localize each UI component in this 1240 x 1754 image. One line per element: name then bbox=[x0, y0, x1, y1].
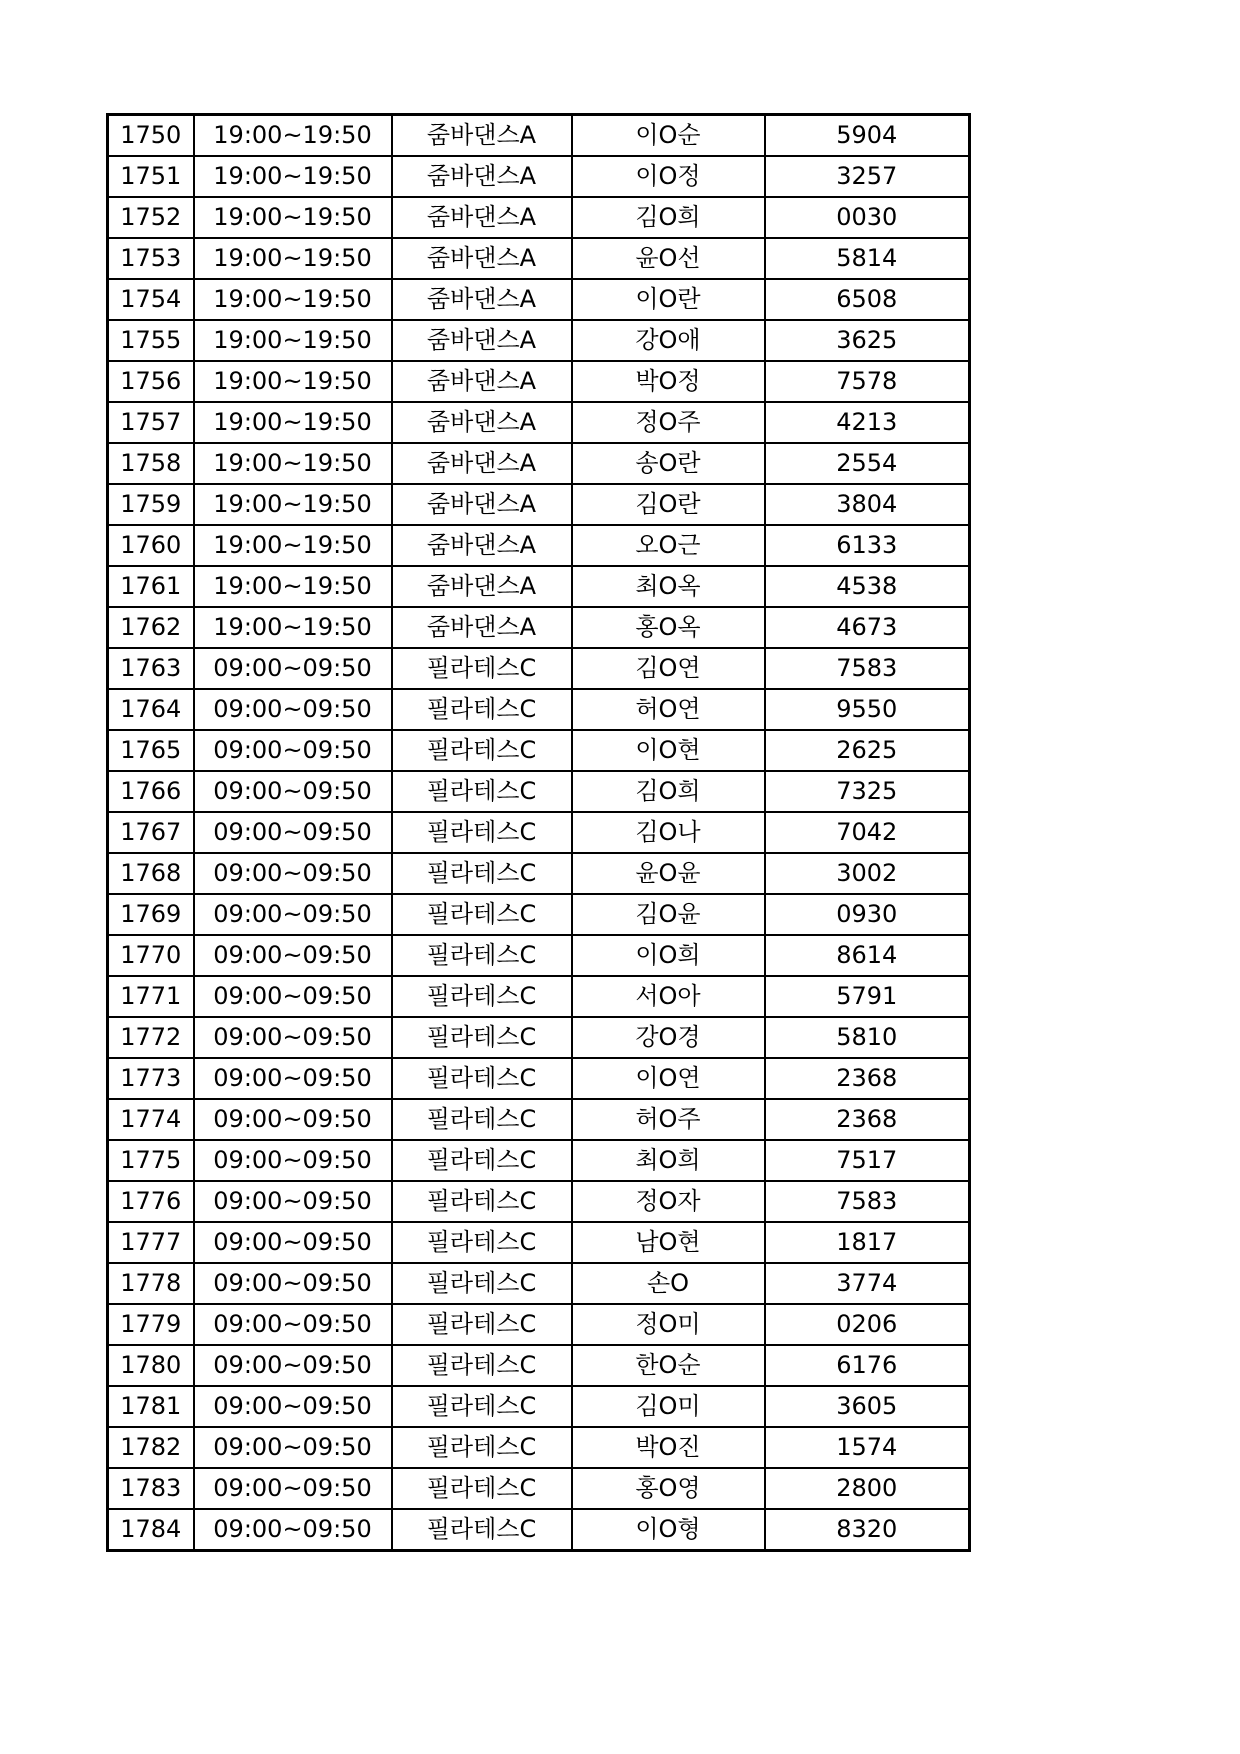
table-row bbox=[108, 1222, 970, 1263]
row-number-cell: 1761 bbox=[108, 566, 194, 607]
time-slot-cell: 09:00~09:50 bbox=[194, 1017, 392, 1058]
member-name-cell: 한O순 bbox=[572, 1345, 765, 1386]
class-name-cell: 줌바댄스A bbox=[392, 156, 572, 197]
row-number-cell: 1753 bbox=[108, 238, 194, 279]
class-name-cell: 필라테스C bbox=[392, 1509, 572, 1551]
class-name-cell: 필라테스C bbox=[392, 1386, 572, 1427]
member-name-cell: 정O자 bbox=[572, 1181, 765, 1222]
phone-digits-cell: 3625 bbox=[765, 320, 970, 361]
phone-digits-cell: 0930 bbox=[765, 894, 970, 935]
member-name-cell: 남O현 bbox=[572, 1222, 765, 1263]
class-name-cell: 줌바댄스A bbox=[392, 566, 572, 607]
table-row bbox=[108, 1509, 970, 1551]
phone-digits-cell: 4213 bbox=[765, 402, 970, 443]
member-name-cell: 정O미 bbox=[572, 1304, 765, 1345]
row-number-cell: 1768 bbox=[108, 853, 194, 894]
phone-digits-cell: 4538 bbox=[765, 566, 970, 607]
class-name-cell: 줌바댄스A bbox=[392, 238, 572, 279]
time-slot-cell: 19:00~19:50 bbox=[194, 443, 392, 484]
table-row bbox=[108, 894, 970, 935]
member-name-cell: 이O정 bbox=[572, 156, 765, 197]
member-name-cell: 김O희 bbox=[572, 197, 765, 238]
phone-digits-cell: 3257 bbox=[765, 156, 970, 197]
row-number-cell: 1764 bbox=[108, 689, 194, 730]
class-name-cell: 필라테스C bbox=[392, 1468, 572, 1509]
phone-digits-cell: 3804 bbox=[765, 484, 970, 525]
phone-digits-cell: 5814 bbox=[765, 238, 970, 279]
time-slot-cell: 19:00~19:50 bbox=[194, 566, 392, 607]
table-row bbox=[108, 607, 970, 648]
row-number-cell: 1769 bbox=[108, 894, 194, 935]
phone-digits-cell: 5810 bbox=[765, 1017, 970, 1058]
phone-digits-cell: 7517 bbox=[765, 1140, 970, 1181]
member-name-cell: 홍O옥 bbox=[572, 607, 765, 648]
phone-digits-cell: 7583 bbox=[765, 648, 970, 689]
phone-digits-cell: 9550 bbox=[765, 689, 970, 730]
class-name-cell: 필라테스C bbox=[392, 853, 572, 894]
member-name-cell: 이O희 bbox=[572, 935, 765, 976]
table-row bbox=[108, 1058, 970, 1099]
member-name-cell: 김O미 bbox=[572, 1386, 765, 1427]
time-slot-cell: 19:00~19:50 bbox=[194, 361, 392, 402]
phone-digits-cell: 3605 bbox=[765, 1386, 970, 1427]
time-slot-cell: 19:00~19:50 bbox=[194, 115, 392, 157]
phone-digits-cell: 5904 bbox=[765, 115, 970, 157]
class-name-cell: 필라테스C bbox=[392, 1427, 572, 1468]
table-row bbox=[108, 1017, 970, 1058]
member-name-cell: 김O나 bbox=[572, 812, 765, 853]
class-name-cell: 필라테스C bbox=[392, 689, 572, 730]
time-slot-cell: 09:00~09:50 bbox=[194, 1304, 392, 1345]
time-slot-cell: 09:00~09:50 bbox=[194, 648, 392, 689]
member-name-cell: 박O진 bbox=[572, 1427, 765, 1468]
class-name-cell: 필라테스C bbox=[392, 1222, 572, 1263]
time-slot-cell: 09:00~09:50 bbox=[194, 935, 392, 976]
row-number-cell: 1756 bbox=[108, 361, 194, 402]
table-row bbox=[108, 320, 970, 361]
member-name-cell: 이O연 bbox=[572, 1058, 765, 1099]
time-slot-cell: 09:00~09:50 bbox=[194, 1263, 392, 1304]
class-name-cell: 필라테스C bbox=[392, 1058, 572, 1099]
time-slot-cell: 09:00~09:50 bbox=[194, 689, 392, 730]
row-number-cell: 1760 bbox=[108, 525, 194, 566]
time-slot-cell: 19:00~19:50 bbox=[194, 525, 392, 566]
phone-digits-cell: 4673 bbox=[765, 607, 970, 648]
row-number-cell: 1758 bbox=[108, 443, 194, 484]
row-number-cell: 1770 bbox=[108, 935, 194, 976]
table-body bbox=[108, 115, 970, 1551]
table-row bbox=[108, 115, 970, 157]
time-slot-cell: 19:00~19:50 bbox=[194, 156, 392, 197]
member-name-cell: 서O아 bbox=[572, 976, 765, 1017]
table-row bbox=[108, 1099, 970, 1140]
class-name-cell: 필라테스C bbox=[392, 1345, 572, 1386]
class-name-cell: 필라테스C bbox=[392, 730, 572, 771]
time-slot-cell: 09:00~09:50 bbox=[194, 771, 392, 812]
member-name-cell: 김O연 bbox=[572, 648, 765, 689]
member-name-cell: 이O형 bbox=[572, 1509, 765, 1551]
phone-digits-cell: 7578 bbox=[765, 361, 970, 402]
table-row bbox=[108, 443, 970, 484]
row-number-cell: 1781 bbox=[108, 1386, 194, 1427]
row-number-cell: 1779 bbox=[108, 1304, 194, 1345]
table-row bbox=[108, 525, 970, 566]
phone-digits-cell: 2554 bbox=[765, 443, 970, 484]
table-row bbox=[108, 1263, 970, 1304]
class-name-cell: 필라테스C bbox=[392, 935, 572, 976]
table-row bbox=[108, 279, 970, 320]
row-number-cell: 1759 bbox=[108, 484, 194, 525]
phone-digits-cell: 3774 bbox=[765, 1263, 970, 1304]
phone-digits-cell: 2625 bbox=[765, 730, 970, 771]
row-number-cell: 1783 bbox=[108, 1468, 194, 1509]
table-row bbox=[108, 156, 970, 197]
time-slot-cell: 09:00~09:50 bbox=[194, 1181, 392, 1222]
row-number-cell: 1780 bbox=[108, 1345, 194, 1386]
table-row bbox=[108, 771, 970, 812]
member-name-cell: 허O연 bbox=[572, 689, 765, 730]
member-name-cell: 박O정 bbox=[572, 361, 765, 402]
class-name-cell: 필라테스C bbox=[392, 1304, 572, 1345]
class-name-cell: 필라테스C bbox=[392, 1099, 572, 1140]
time-slot-cell: 09:00~09:50 bbox=[194, 730, 392, 771]
time-slot-cell: 09:00~09:50 bbox=[194, 1468, 392, 1509]
phone-digits-cell: 5791 bbox=[765, 976, 970, 1017]
member-name-cell: 김O윤 bbox=[572, 894, 765, 935]
phone-digits-cell: 0030 bbox=[765, 197, 970, 238]
registration-table bbox=[106, 113, 971, 1552]
class-name-cell: 줌바댄스A bbox=[392, 115, 572, 157]
row-number-cell: 1755 bbox=[108, 320, 194, 361]
row-number-cell: 1782 bbox=[108, 1427, 194, 1468]
table-row bbox=[108, 566, 970, 607]
class-name-cell: 줌바댄스A bbox=[392, 525, 572, 566]
time-slot-cell: 09:00~09:50 bbox=[194, 1386, 392, 1427]
member-name-cell: 강O애 bbox=[572, 320, 765, 361]
table-row bbox=[108, 197, 970, 238]
member-name-cell: 오O근 bbox=[572, 525, 765, 566]
member-name-cell: 김O희 bbox=[572, 771, 765, 812]
table-row bbox=[108, 238, 970, 279]
class-name-cell: 필라테스C bbox=[392, 1263, 572, 1304]
member-name-cell: 이O란 bbox=[572, 279, 765, 320]
phone-digits-cell: 6508 bbox=[765, 279, 970, 320]
time-slot-cell: 19:00~19:50 bbox=[194, 238, 392, 279]
phone-digits-cell: 8614 bbox=[765, 935, 970, 976]
class-name-cell: 필라테스C bbox=[392, 1181, 572, 1222]
row-number-cell: 1757 bbox=[108, 402, 194, 443]
class-name-cell: 줌바댄스A bbox=[392, 484, 572, 525]
member-name-cell: 이O순 bbox=[572, 115, 765, 157]
row-number-cell: 1752 bbox=[108, 197, 194, 238]
row-number-cell: 1777 bbox=[108, 1222, 194, 1263]
time-slot-cell: 09:00~09:50 bbox=[194, 1345, 392, 1386]
class-name-cell: 필라테스C bbox=[392, 812, 572, 853]
class-name-cell: 줌바댄스A bbox=[392, 402, 572, 443]
time-slot-cell: 19:00~19:50 bbox=[194, 484, 392, 525]
class-name-cell: 필라테스C bbox=[392, 648, 572, 689]
time-slot-cell: 09:00~09:50 bbox=[194, 1099, 392, 1140]
table-row bbox=[108, 730, 970, 771]
row-number-cell: 1776 bbox=[108, 1181, 194, 1222]
time-slot-cell: 09:00~09:50 bbox=[194, 1222, 392, 1263]
table-row bbox=[108, 484, 970, 525]
phone-digits-cell: 7042 bbox=[765, 812, 970, 853]
class-name-cell: 필라테스C bbox=[392, 1140, 572, 1181]
time-slot-cell: 09:00~09:50 bbox=[194, 894, 392, 935]
phone-digits-cell: 8320 bbox=[765, 1509, 970, 1551]
table-row bbox=[108, 935, 970, 976]
phone-digits-cell: 6176 bbox=[765, 1345, 970, 1386]
class-name-cell: 줌바댄스A bbox=[392, 197, 572, 238]
class-name-cell: 필라테스C bbox=[392, 1017, 572, 1058]
class-name-cell: 필라테스C bbox=[392, 894, 572, 935]
row-number-cell: 1772 bbox=[108, 1017, 194, 1058]
time-slot-cell: 19:00~19:50 bbox=[194, 320, 392, 361]
class-name-cell: 줌바댄스A bbox=[392, 320, 572, 361]
row-number-cell: 1775 bbox=[108, 1140, 194, 1181]
time-slot-cell: 09:00~09:50 bbox=[194, 976, 392, 1017]
row-number-cell: 1773 bbox=[108, 1058, 194, 1099]
time-slot-cell: 19:00~19:50 bbox=[194, 279, 392, 320]
table-row bbox=[108, 1427, 970, 1468]
table-row bbox=[108, 1140, 970, 1181]
member-name-cell: 홍O영 bbox=[572, 1468, 765, 1509]
phone-digits-cell: 0206 bbox=[765, 1304, 970, 1345]
member-name-cell: 윤O윤 bbox=[572, 853, 765, 894]
class-name-cell: 줌바댄스A bbox=[392, 361, 572, 402]
class-name-cell: 줌바댄스A bbox=[392, 607, 572, 648]
table-row bbox=[108, 1304, 970, 1345]
table-row bbox=[108, 812, 970, 853]
phone-digits-cell: 2368 bbox=[765, 1099, 970, 1140]
table-row bbox=[108, 853, 970, 894]
time-slot-cell: 19:00~19:50 bbox=[194, 607, 392, 648]
time-slot-cell: 09:00~09:50 bbox=[194, 1058, 392, 1099]
class-name-cell: 필라테스C bbox=[392, 771, 572, 812]
row-number-cell: 1767 bbox=[108, 812, 194, 853]
phone-digits-cell: 7583 bbox=[765, 1181, 970, 1222]
class-name-cell: 필라테스C bbox=[392, 976, 572, 1017]
phone-digits-cell: 2368 bbox=[765, 1058, 970, 1099]
row-number-cell: 1765 bbox=[108, 730, 194, 771]
row-number-cell: 1751 bbox=[108, 156, 194, 197]
time-slot-cell: 09:00~09:50 bbox=[194, 1427, 392, 1468]
row-number-cell: 1784 bbox=[108, 1509, 194, 1551]
phone-digits-cell: 1817 bbox=[765, 1222, 970, 1263]
member-name-cell: 최O옥 bbox=[572, 566, 765, 607]
phone-digits-cell: 6133 bbox=[765, 525, 970, 566]
row-number-cell: 1766 bbox=[108, 771, 194, 812]
time-slot-cell: 09:00~09:50 bbox=[194, 1140, 392, 1181]
class-name-cell: 줌바댄스A bbox=[392, 279, 572, 320]
time-slot-cell: 19:00~19:50 bbox=[194, 402, 392, 443]
member-name-cell: 허O주 bbox=[572, 1099, 765, 1140]
row-number-cell: 1778 bbox=[108, 1263, 194, 1304]
row-number-cell: 1750 bbox=[108, 115, 194, 157]
row-number-cell: 1762 bbox=[108, 607, 194, 648]
member-name-cell: 정O주 bbox=[572, 402, 765, 443]
table-row bbox=[108, 689, 970, 730]
member-name-cell: 김O란 bbox=[572, 484, 765, 525]
time-slot-cell: 09:00~09:50 bbox=[194, 853, 392, 894]
phone-digits-cell: 2800 bbox=[765, 1468, 970, 1509]
table-row bbox=[108, 361, 970, 402]
table-row bbox=[108, 1468, 970, 1509]
row-number-cell: 1763 bbox=[108, 648, 194, 689]
member-name-cell: 강O경 bbox=[572, 1017, 765, 1058]
phone-digits-cell: 3002 bbox=[765, 853, 970, 894]
class-name-cell: 줌바댄스A bbox=[392, 443, 572, 484]
time-slot-cell: 19:00~19:50 bbox=[194, 197, 392, 238]
table-row bbox=[108, 648, 970, 689]
member-name-cell: 이O현 bbox=[572, 730, 765, 771]
member-name-cell: 송O란 bbox=[572, 443, 765, 484]
member-name-cell: 손O bbox=[572, 1263, 765, 1304]
row-number-cell: 1754 bbox=[108, 279, 194, 320]
member-name-cell: 윤O선 bbox=[572, 238, 765, 279]
table-row bbox=[108, 1345, 970, 1386]
row-number-cell: 1774 bbox=[108, 1099, 194, 1140]
table-row bbox=[108, 1386, 970, 1427]
phone-digits-cell: 7325 bbox=[765, 771, 970, 812]
phone-digits-cell: 1574 bbox=[765, 1427, 970, 1468]
table-row bbox=[108, 976, 970, 1017]
row-number-cell: 1771 bbox=[108, 976, 194, 1017]
table-row bbox=[108, 1181, 970, 1222]
time-slot-cell: 09:00~09:50 bbox=[194, 1509, 392, 1551]
time-slot-cell: 09:00~09:50 bbox=[194, 812, 392, 853]
table-row bbox=[108, 402, 970, 443]
member-name-cell: 최O희 bbox=[572, 1140, 765, 1181]
